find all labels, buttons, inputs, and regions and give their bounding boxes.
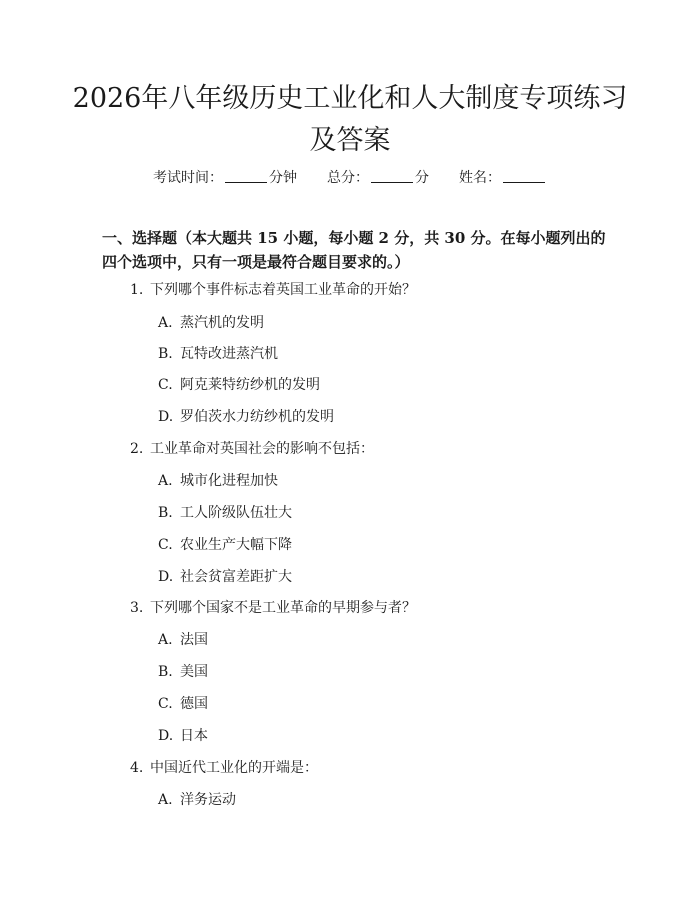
question-number: 2. bbox=[130, 441, 144, 457]
question-text: 中国近代工业化的开端是： bbox=[150, 760, 318, 776]
option-text: 工人阶级队伍壮大 bbox=[180, 505, 292, 521]
option-text: 德国 bbox=[180, 696, 208, 712]
question-3 bbox=[130, 598, 416, 618]
question-number: 1. bbox=[130, 282, 144, 298]
question-1 bbox=[130, 280, 416, 300]
option-text: 蒸汽机的发明 bbox=[180, 315, 264, 331]
option-2b bbox=[158, 503, 292, 523]
name-blank bbox=[503, 168, 545, 183]
option-3b bbox=[158, 662, 208, 682]
option-1d bbox=[158, 407, 334, 427]
question-number: 3. bbox=[130, 600, 144, 616]
option-text: 洋务运动 bbox=[180, 792, 236, 808]
time-blank bbox=[225, 168, 267, 183]
option-text: 瓦特改进蒸汽机 bbox=[180, 346, 278, 362]
option-letter: D. bbox=[158, 728, 174, 744]
option-3d bbox=[158, 726, 208, 746]
question-text: 下列哪个事件标志着英国工业革命的开始？ bbox=[150, 282, 416, 298]
question-text: 下列哪个国家不是工业革命的早期参与者？ bbox=[150, 600, 416, 616]
option-2c bbox=[158, 535, 292, 555]
option-3a bbox=[158, 630, 208, 650]
option-letter: D. bbox=[158, 569, 174, 585]
option-letter: B. bbox=[158, 505, 173, 521]
document-title: 2026年八年级历史工业化和人大制度专项练习及答案 bbox=[72, 83, 628, 156]
option-letter: A. bbox=[158, 632, 173, 648]
option-text: 阿克莱特纺纱机的发明 bbox=[180, 377, 320, 393]
question-text: 工业革命对英国社会的影响不包括： bbox=[150, 441, 374, 457]
time-unit: 分钟 bbox=[269, 170, 297, 186]
option-letter: A. bbox=[158, 473, 173, 489]
option-1b bbox=[158, 344, 278, 364]
option-3c bbox=[158, 694, 208, 714]
question-4 bbox=[130, 758, 318, 778]
question-2 bbox=[130, 439, 374, 459]
option-letter: C. bbox=[158, 696, 173, 712]
option-text: 罗伯茨水力纺纱机的发明 bbox=[180, 409, 334, 425]
option-letter: C. bbox=[158, 537, 173, 553]
option-letter: A. bbox=[158, 315, 173, 331]
option-text: 美国 bbox=[180, 664, 208, 680]
option-1c bbox=[158, 375, 320, 395]
question-number: 4. bbox=[130, 760, 144, 776]
option-text: 农业生产大幅下降 bbox=[180, 537, 292, 553]
section-heading: 一、选择题（本大题共 15 小题，每小题 2 分，共 30 分。在每小题列出的四个选项中，只有一项是最符合题目要求的。） bbox=[102, 229, 606, 271]
exam-meta bbox=[0, 168, 700, 188]
name-label: 姓名： bbox=[459, 170, 501, 186]
option-letter: C. bbox=[158, 377, 173, 393]
option-text: 法国 bbox=[180, 632, 208, 648]
option-text: 日本 bbox=[180, 728, 208, 744]
score-unit: 分 bbox=[415, 170, 429, 186]
score-label: 总分： bbox=[327, 170, 369, 186]
option-1a bbox=[158, 313, 264, 333]
option-text: 城市化进程加快 bbox=[180, 473, 278, 489]
option-letter: B. bbox=[158, 346, 173, 362]
option-4a bbox=[158, 790, 236, 810]
option-letter: D. bbox=[158, 409, 174, 425]
option-2a bbox=[158, 471, 278, 491]
option-letter: A. bbox=[158, 792, 173, 808]
option-letter: B. bbox=[158, 664, 173, 680]
time-label: 考试时间： bbox=[153, 170, 223, 186]
option-2d bbox=[158, 567, 292, 587]
option-text: 社会贫富差距扩大 bbox=[180, 569, 292, 585]
score-blank bbox=[371, 168, 413, 183]
